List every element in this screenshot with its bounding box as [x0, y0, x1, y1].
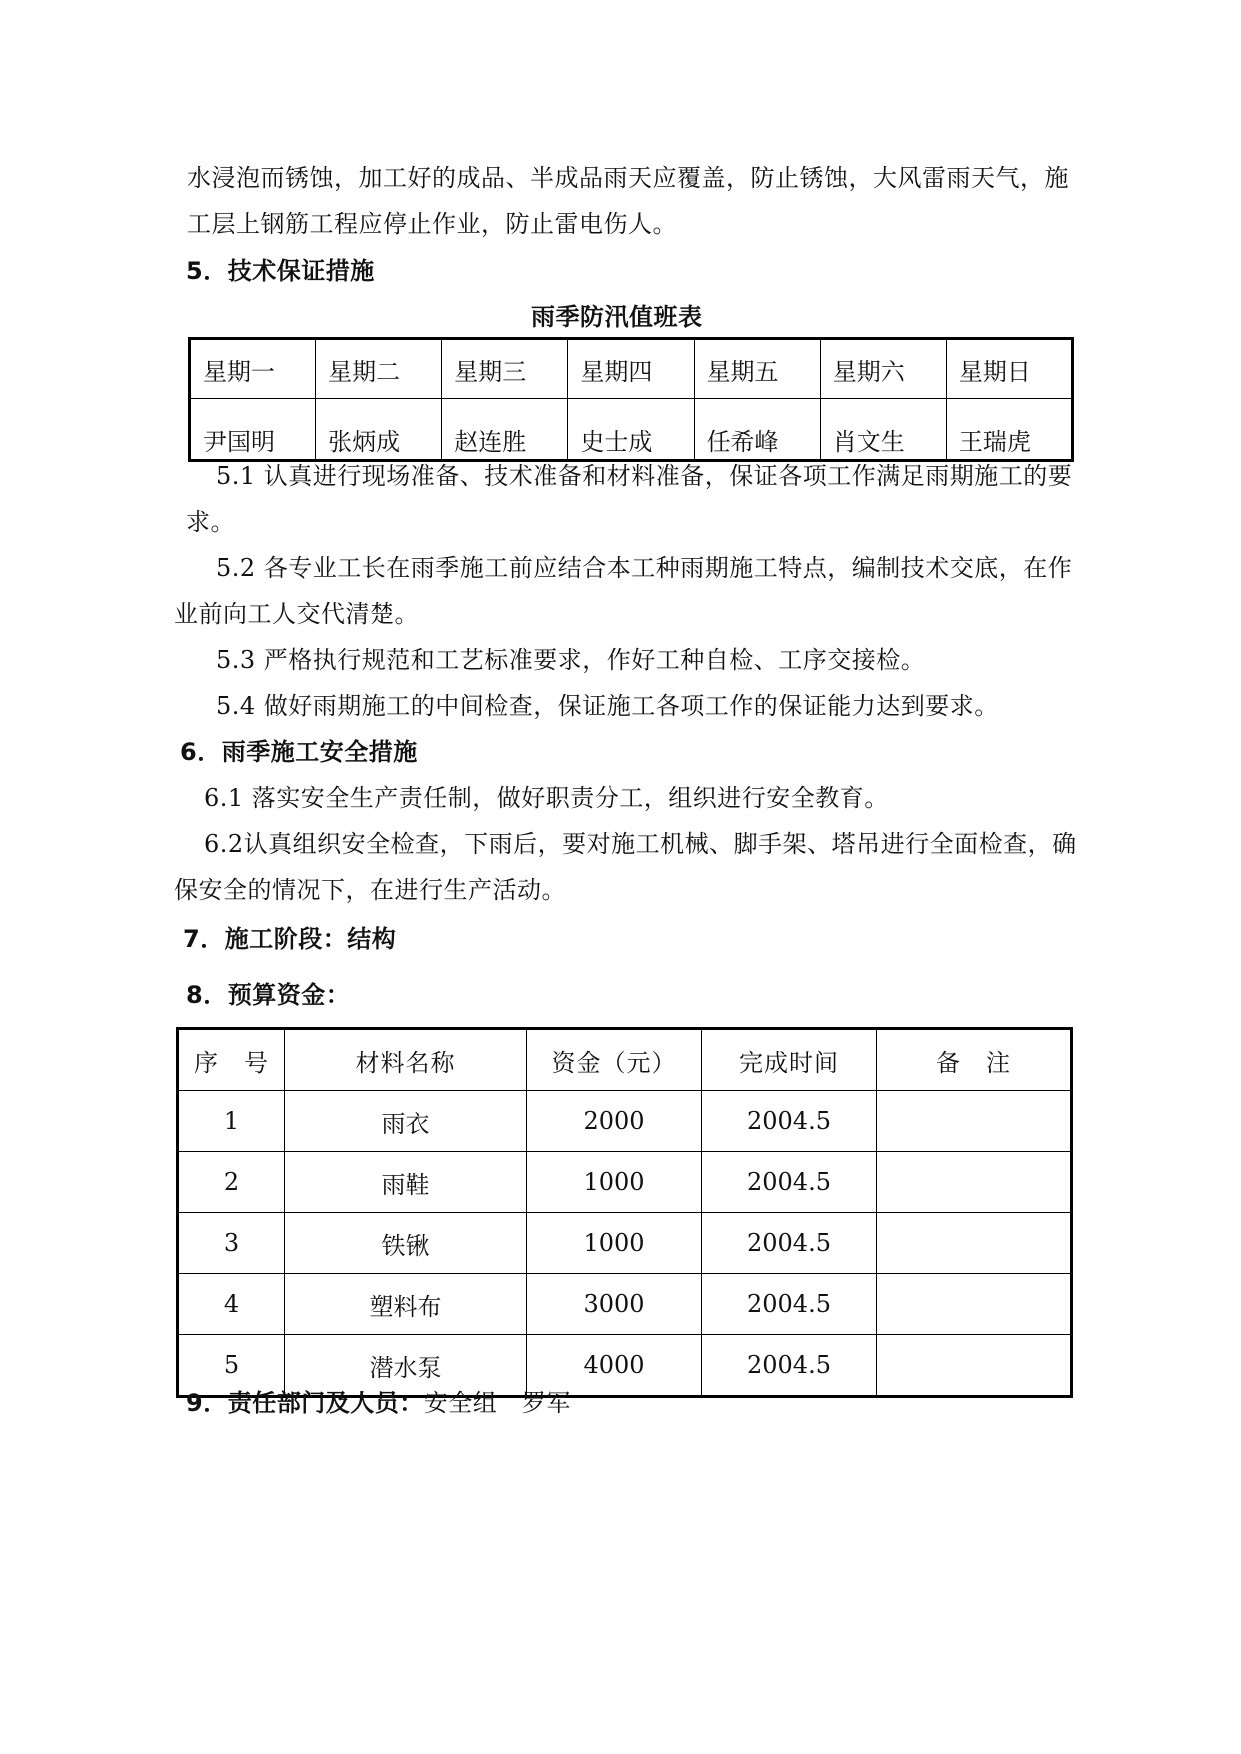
table-cell: 2004.5 — [702, 1274, 877, 1335]
table-cell — [877, 1091, 1072, 1152]
table-cell: 4000 — [527, 1335, 702, 1397]
table-cell: 1 — [178, 1091, 285, 1152]
duty-day-cell: 星期一 — [190, 339, 316, 399]
table-cell: 2000 — [527, 1091, 702, 1152]
budget-header-cell: 序 号 — [178, 1029, 285, 1091]
paragraph-line: 5.3 严格执行规范和工艺标准要求，作好工种自检、工序交接检。 — [216, 646, 926, 674]
duty-day-cell: 星期五 — [694, 339, 820, 399]
duty-names-row — [190, 399, 1073, 461]
paragraph-line: 5.1 认真进行现场准备、技术准备和材料准备，保证各项工作满足雨期施工的要 — [216, 462, 1073, 490]
table-cell — [877, 1335, 1072, 1397]
duty-name-cell: 任希峰 — [694, 399, 820, 461]
budget-header-row — [178, 1029, 1072, 1091]
duty-name-cell: 赵连胜 — [442, 399, 568, 461]
table-cell: 2 — [178, 1152, 285, 1213]
table-cell: 2004.5 — [702, 1152, 877, 1213]
paragraph-line: 保安全的情况下，在进行生产活动。 — [174, 876, 566, 904]
table-cell — [877, 1274, 1072, 1335]
responsible-value: 安全组 罗军 — [423, 1389, 571, 1417]
table-cell: 雨衣 — [285, 1091, 527, 1152]
budget-header-cell: 资金（元） — [527, 1029, 702, 1091]
table-row — [178, 1152, 1072, 1213]
section-heading-7: 7．施工阶段：结构 — [183, 925, 397, 953]
table-row — [178, 1213, 1072, 1274]
table-cell: 2004.5 — [702, 1335, 877, 1397]
paragraph-line: 业前向工人交代清楚。 — [174, 600, 419, 628]
paragraph-line: 工层上钢筋工程应停止作业，防止雷电伤人。 — [187, 210, 677, 238]
duty-name-cell: 王瑞虎 — [946, 399, 1072, 461]
table-cell: 3000 — [527, 1274, 702, 1335]
responsible-label: 9．责任部门及人员： — [186, 1389, 424, 1417]
paragraph-line: 6.2认真组织安全检查，下雨后，要对施工机械、脚手架、塔吊进行全面检查，确 — [204, 830, 1077, 858]
table-cell: 1000 — [527, 1213, 702, 1274]
duty-name-cell: 史士成 — [568, 399, 694, 461]
table-cell: 铁锹 — [285, 1213, 527, 1274]
table-cell: 3 — [178, 1213, 285, 1274]
table-cell: 2004.5 — [702, 1091, 877, 1152]
duty-table — [188, 337, 1074, 462]
table-cell: 2004.5 — [702, 1213, 877, 1274]
table-cell: 潜水泵 — [285, 1335, 527, 1397]
paragraph-line: 5.4 做好雨期施工的中间检查，保证施工各项工作的保证能力达到要求。 — [216, 692, 999, 720]
budget-header-cell: 材料名称 — [285, 1029, 527, 1091]
table-cell: 塑料布 — [285, 1274, 527, 1335]
duty-name-cell: 肖文生 — [820, 399, 946, 461]
paragraph-line: 水浸泡而锈蚀，加工好的成品、半成品雨天应覆盖，防止锈蚀，大风雷雨天气，施 — [187, 164, 1069, 192]
duty-days-row — [190, 339, 1073, 399]
table-cell: 雨鞋 — [285, 1152, 527, 1213]
duty-day-cell: 星期二 — [316, 339, 442, 399]
budget-header-cell: 备 注 — [877, 1029, 1072, 1091]
duty-table-title: 雨季防汛值班表 — [531, 303, 703, 331]
budget-table — [176, 1027, 1073, 1398]
paragraph-line: 6.1 落实安全生产责任制，做好职责分工，组织进行安全教育。 — [204, 784, 889, 812]
table-cell: 4 — [178, 1274, 285, 1335]
duty-day-cell: 星期日 — [946, 339, 1072, 399]
duty-day-cell: 星期四 — [568, 339, 694, 399]
section-heading-5: 5．技术保证措施 — [186, 257, 375, 285]
table-cell: 1000 — [527, 1152, 702, 1213]
duty-day-cell: 星期六 — [820, 339, 946, 399]
paragraph-line: 5.2 各专业工长在雨季施工前应结合本工种雨期施工特点，编制技术交底，在作 — [216, 554, 1073, 582]
section-heading-6: 6．雨季施工安全措施 — [180, 738, 418, 766]
table-row — [178, 1091, 1072, 1152]
paragraph-line: 求。 — [186, 508, 235, 536]
section-heading-8: 8．预算资金： — [186, 981, 351, 1009]
table-cell — [877, 1213, 1072, 1274]
section-heading-9 — [186, 1388, 571, 1418]
duty-day-cell: 星期三 — [442, 339, 568, 399]
table-cell: 5 — [178, 1335, 285, 1397]
budget-header-cell: 完成时间 — [702, 1029, 877, 1091]
duty-name-cell: 尹国明 — [190, 399, 316, 461]
table-row — [178, 1274, 1072, 1335]
table-cell — [877, 1152, 1072, 1213]
duty-name-cell: 张炳成 — [316, 399, 442, 461]
